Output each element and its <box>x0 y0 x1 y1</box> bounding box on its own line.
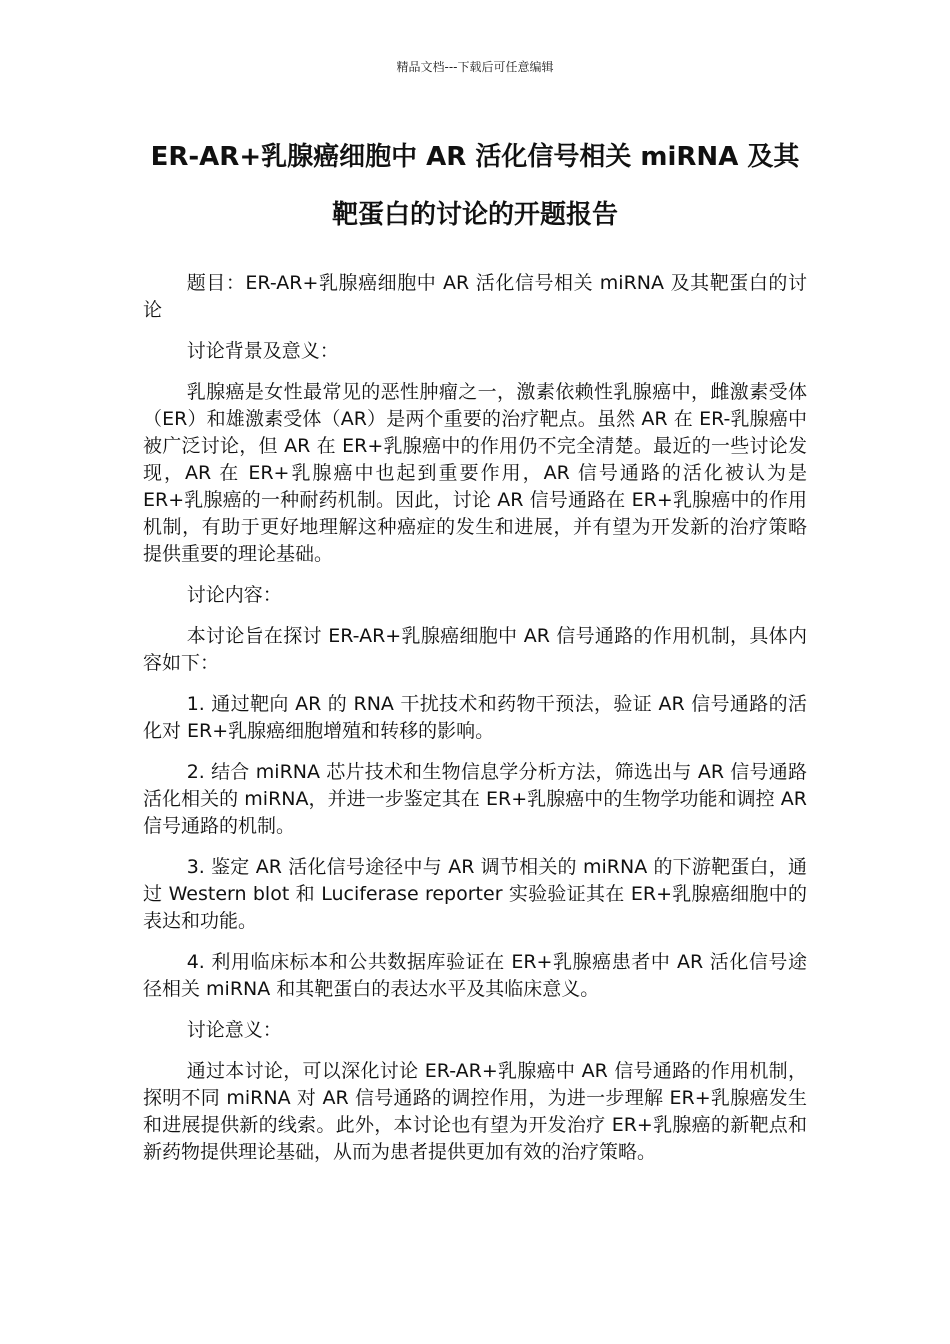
document-title: ER-AR+乳腺癌细胞中 AR 活化信号相关 miRNA 及其靶蛋白的讨论的开题报告 <box>150 142 800 230</box>
heading-content: 讨论内容： <box>186 584 282 606</box>
document-body <box>143 270 807 1180</box>
heading-background: 讨论背景及意义： <box>186 340 339 362</box>
paragraph-background: 乳腺癌是女性最常见的恶性肿瘤之一，激素依赖性乳腺癌中，雌激素受体（ER）和雄激素受体（AR）是两个重要的治疗靶点。虽然 AR 在 ER-乳腺癌中被广泛讨论，但 AR 在 ER+乳腺癌中的作用仍不完全清楚。最近的一些讨论发现，AR 在 ER+乳腺癌中也起到重要作用，AR 信号通路的活化被认为是 ER+乳腺癌的一种耐药机制。因此，讨论 AR 信号通路在 ER+乳腺癌中的作用机制，有助于更好地理解这种癌症的发生和进展，并有望为开发新的治疗策略提供重要的理论基础。 <box>143 381 807 565</box>
page-header: 精品文档---下载后可任意编辑 <box>396 60 554 74</box>
paragraph-content-intro: 本讨论旨在探讨 ER-AR+乳腺癌细胞中 AR 信号通路的作用机制，具体内容如下： <box>143 625 807 674</box>
paragraph-significance: 通过本讨论，可以深化讨论 ER-AR+乳腺癌中 AR 信号通路的作用机制，探明不同 miRNA 对 AR 信号通路的调控作用，为进一步理解 ER+乳腺癌发生和进展提供新的线索。此外，本讨论也有望为开发治疗 ER+乳腺癌的新靶点和新药物提供理论基础，从而为患者提供更加有效的治疗策略。 <box>143 1060 807 1163</box>
list-item-1: 1. 通过靶向 AR 的 RNA 干扰技术和药物干预法，验证 AR 信号通路的活化对 ER+乳腺癌细胞增殖和转移的影响。 <box>143 693 807 742</box>
heading-significance: 讨论意义： <box>186 1019 282 1041</box>
paragraph-topic: 题目：ER-AR+乳腺癌细胞中 AR 活化信号相关 miRNA 及其靶蛋白的讨论 <box>143 272 807 321</box>
list-item-3: 3. 鉴定 AR 活化信号途径中与 AR 调节相关的 miRNA 的下游靶蛋白，通过 Western blot 和 Luciferase reporter 实验验证其在 ER+乳腺癌细胞中的表达和功能。 <box>143 856 807 932</box>
list-item-2: 2. 结合 miRNA 芯片技术和生物信息学分析方法，筛选出与 AR 信号通路活化相关的 miRNA，并进一步鉴定其在 ER+乳腺癌中的生物学功能和调控 AR 信号通路的机制。 <box>143 761 807 837</box>
list-item-4: 4. 利用临床标本和公共数据库验证在 ER+乳腺癌患者中 AR 活化信号途径相关 miRNA 和其靶蛋白的表达水平及其临床意义。 <box>143 951 807 1000</box>
